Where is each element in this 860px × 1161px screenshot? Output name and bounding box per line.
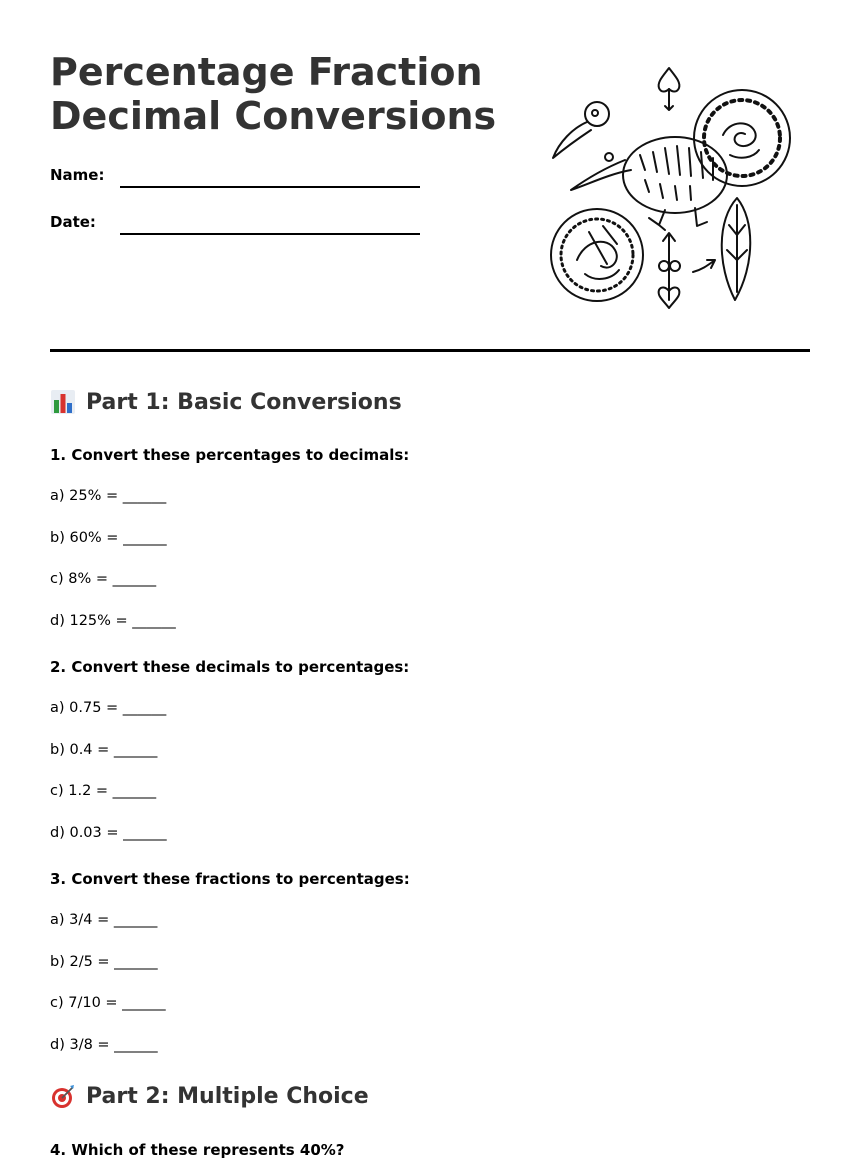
part1-heading [50,389,402,415]
question-3d: d) 3/8 = ______ [50,1037,158,1053]
part2-heading [50,1083,369,1109]
part2-title: Part 2: Multiple Choice [86,1083,369,1109]
question-4-prompt: 4. Which of these represents 40%? [50,1141,345,1159]
question-3c: c) 7/10 = ______ [50,995,166,1011]
question-1a: a) 25% = ______ [50,488,167,504]
bar-chart-icon [50,389,76,415]
kiwi-bird-and-coins-illustration [545,60,800,315]
question-3a: a) 3/4 = ______ [50,912,158,928]
section-divider [50,349,810,352]
question-2b: b) 0.4 = ______ [50,742,158,758]
question-2d: d) 0.03 = ______ [50,825,167,841]
part1-title: Part 1: Basic Conversions [86,389,402,415]
question-2a: a) 0.75 = ______ [50,700,167,716]
question-2-prompt: 2. Convert these decimals to percentages: [50,658,410,676]
question-2c: c) 1.2 = ______ [50,783,157,799]
date-field[interactable] [120,233,420,235]
title-line-2: Decimal Conversions [50,94,497,138]
name-field[interactable] [120,186,420,188]
question-3-prompt: 3. Convert these fractions to percentages: [50,870,410,888]
title-line-1: Percentage Fraction [50,50,483,94]
name-label: Name: [50,166,105,184]
question-1c: c) 8% = ______ [50,571,157,587]
question-1d: d) 125% = ______ [50,613,176,629]
question-1-prompt: 1. Convert these percentages to decimals: [50,446,410,464]
target-dart-icon [50,1083,76,1109]
page-title [50,50,520,138]
question-3b: b) 2/5 = ______ [50,954,158,970]
question-1b: b) 60% = ______ [50,530,167,546]
date-label: Date: [50,213,96,231]
